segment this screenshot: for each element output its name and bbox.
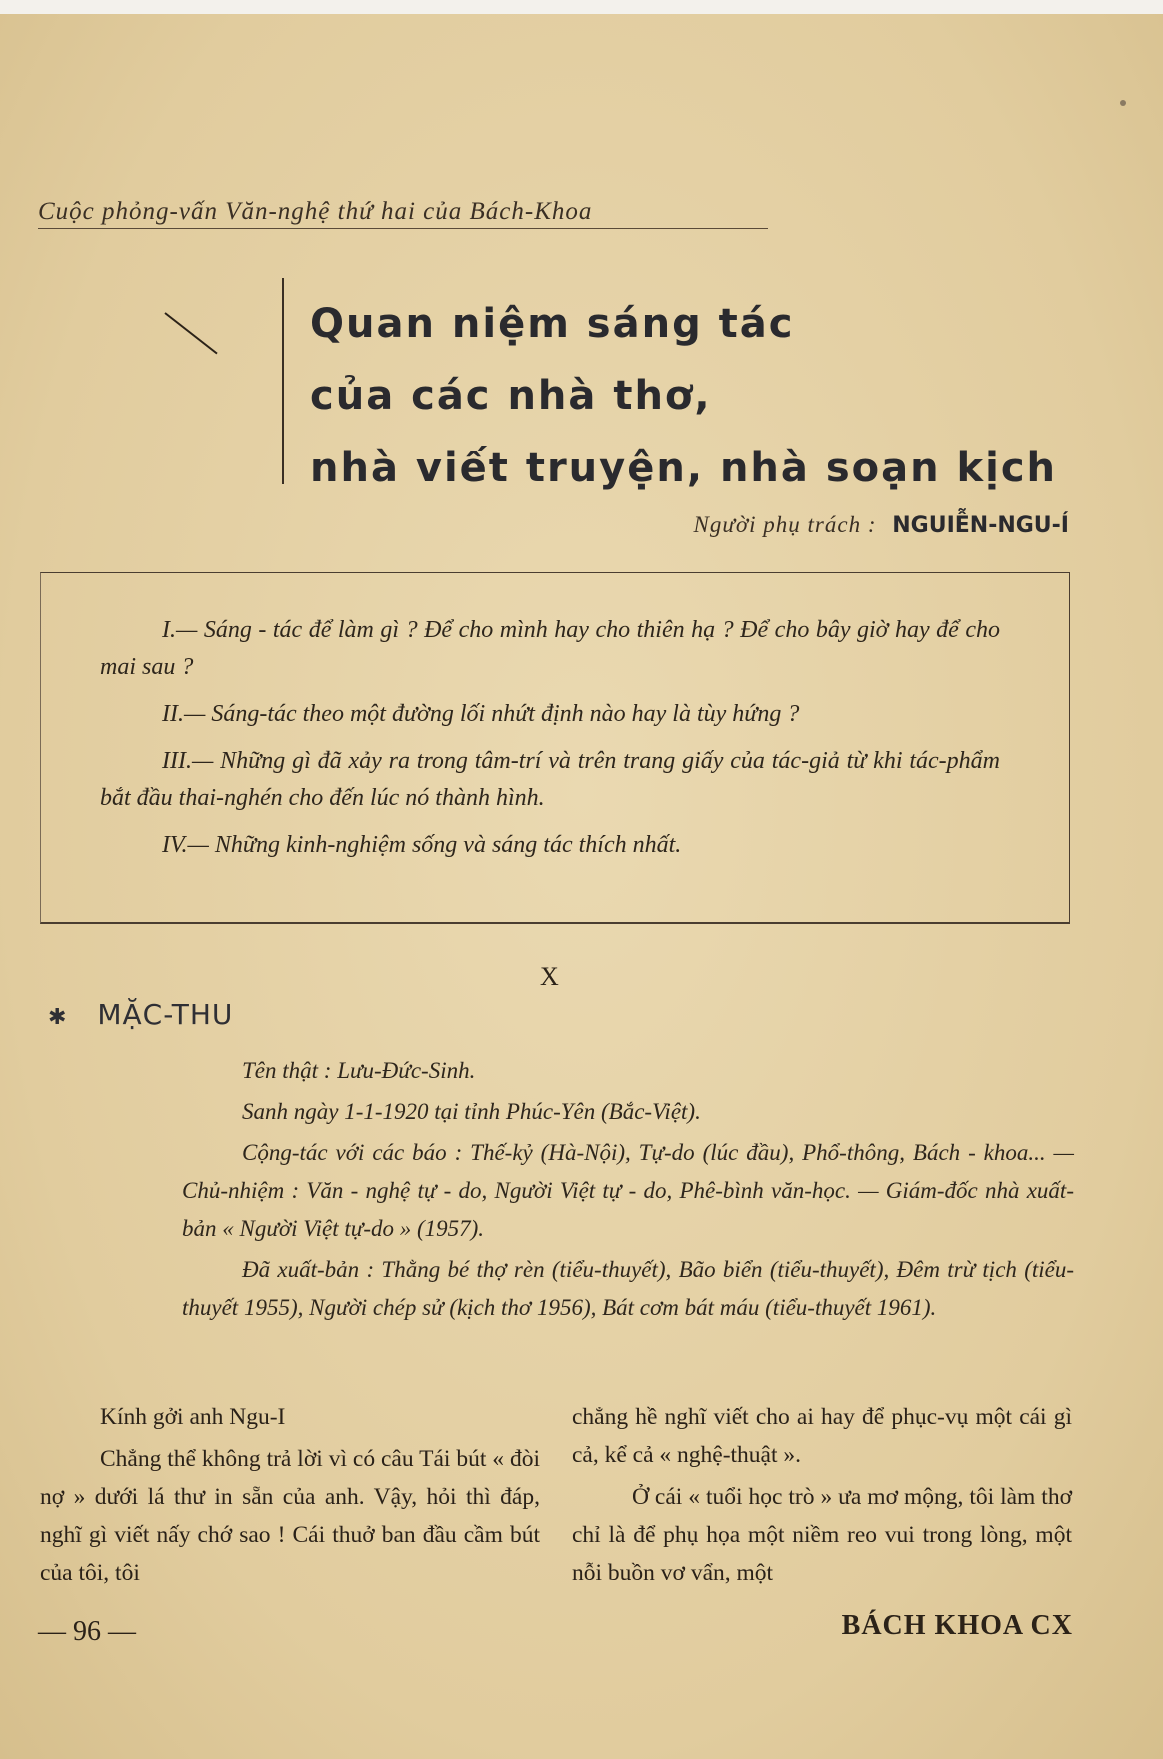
asterisk-icon: ✱ — [48, 1005, 68, 1030]
question-1: I.— Sáng - tác để làm gì ? Để cho mình hay cho thiên hạ ? Để cho bây giờ hay để cho mai sau ? — [100, 617, 1000, 680]
article-title — [310, 288, 1110, 504]
paper-spot — [1120, 100, 1126, 106]
page-number: — 96 — — [38, 1616, 136, 1647]
bio-publications: Đã xuất-bản : Thằng bé thợ rèn (tiểu-thuyết), Bão biển (tiểu-thuyết), Đêm trừ tịch (tiểu-thuyết 1955), Người chép sử (kịch thơ 1956), Bát cơm bát máu (tiểu-thuyết 1961). — [182, 1257, 1074, 1320]
title-divider — [282, 278, 284, 484]
series-heading: Cuộc phỏng-vấn Văn-nghệ thứ hai của Bách-Khoa — [38, 198, 768, 229]
title-line-3: nhà viết truyện, nhà soạn kịch — [310, 445, 1058, 491]
question-2: II.— Sáng-tác theo một đường lối nhứt định nào hay là tùy hứng ? — [162, 701, 800, 727]
questions-list — [100, 612, 1000, 874]
author-name: MẶC-THU — [97, 998, 234, 1031]
editor-name: NGUIỄN-NGU-Í — [892, 513, 1069, 538]
author-bio — [182, 1052, 1074, 1330]
bio-birth: Sanh ngày 1-1-1920 tại tỉnh Phúc-Yên (Bắc-Việt). — [242, 1099, 701, 1124]
decorative-slash — [164, 312, 217, 354]
body-column-right — [572, 1398, 1072, 1596]
publication-footer: BÁCH KHOA CX — [841, 1610, 1073, 1641]
body-paragraph: Chẳng thể không trả lời vì có câu Tái bút « đòi nợ » dưới lá thư in sẵn của anh. Vậy, hỏi thì đáp, nghĩ gì viết nấy chớ sao ! Cái thuở ban đầu cầm bút của tôi, tôi — [40, 1446, 540, 1586]
question-3: III.— Những gì đã xảy ra trong tâm-trí và trên trang giấy của tác-giả từ khi tác-phẩm bắt đầu thai-nghén cho đến lúc nó thành hình. — [100, 748, 1000, 811]
bio-real-name: Tên thật : Lưu-Đức-Sinh. — [242, 1058, 476, 1083]
author-heading — [48, 998, 233, 1031]
editor-credit — [693, 512, 1069, 538]
body-column-left — [40, 1398, 540, 1596]
title-line-2: của các nhà thơ, — [310, 373, 712, 419]
body-paragraph: chẳng hề nghĩ viết cho ai hay để phục-vụ một cái gì cả, kể cả « nghệ-thuật ». — [572, 1404, 1072, 1468]
question-4: IV.— Những kinh-nghiệm sống và sáng tác thích nhất. — [162, 832, 682, 858]
letter-greeting: Kính gởi anh Ngu-I — [100, 1404, 286, 1430]
bio-collaborations: Cộng-tác với các báo : Thế-kỷ (Hà-Nội), Tự-do (lúc đầu), Phổ-thông, Bách - khoa... — Chủ-nhiệm : Văn - nghệ tự - do, Người Việt tự - do, Phê-bình văn-học. — Giám-đốc nhà xuất-bản « Người Việt tự-do » (1957). — [182, 1140, 1074, 1241]
section-numeral: X — [540, 962, 559, 991]
editor-label: Người phụ trách : — [693, 512, 877, 537]
title-line-1: Quan niệm sáng tác — [310, 301, 795, 347]
body-paragraph: Ở cái « tuổi học trò » ưa mơ mộng, tôi làm thơ chỉ là để phụ họa một niềm reo vui trong lòng, một nỗi buồn vơ vẩn, một — [572, 1484, 1072, 1586]
